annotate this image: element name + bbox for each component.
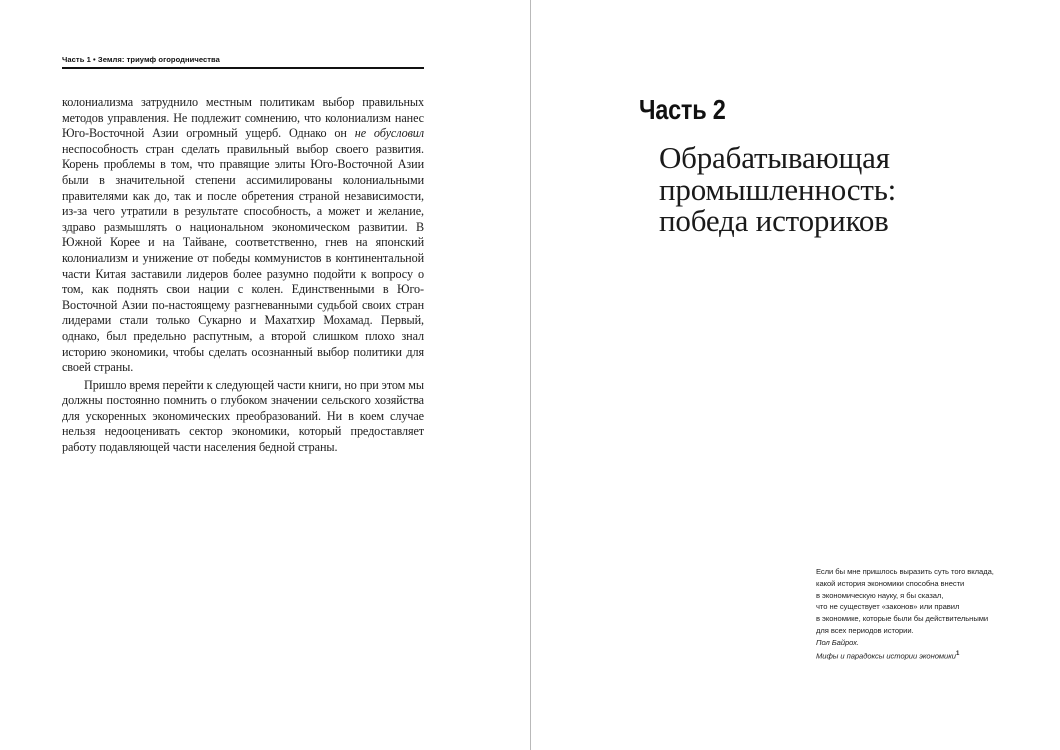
- paragraph-1-emphasis: не обусловил: [354, 126, 424, 141]
- epigraph-source-title: Мифы и парадоксы истории экономики: [816, 651, 956, 661]
- paragraph-1-part-2: неспособность стран сделать правильный выбор своего развития. Корень проблемы в том, что правящие элиты Юго-Восточной Азии были в значительной степени ассимилированы колониальными правителями как до, так и после обретения страной независимости, из-за чего утратили в результате способность, а может и желание, здраво размышлять о национальном экономическом развитии. В Южной Корее и на Тайване, соответственно, гнев на японский колониализм и унижение от победы коммунистов в континентальной части Китая заставили лидеров более разумно подойти к вопросу о том, как поднять свои нации с колен. Единственными в Юго-Восточной Азии по-настоящему разгневанными судьбой своих стран лидерами стали только Сукарно и Махатхир Мохамад. Первый, однако, был предельно распутным, а второй слишком плохо знал историю экономики, чтобы сделать осознанный выбор политики для своей страны.: [62, 141, 424, 375]
- part-title-line-3: победа историков: [659, 203, 889, 238]
- paragraph-1-part-1: колониализма затруднило местным политикам выбор правильных методов управления. Не подлежит сомнению, что колониализм нанес Юго-Восточной Азии огромный ущерб. Однако он: [62, 95, 424, 141]
- part-title-line-1: Обрабатывающая: [659, 140, 890, 175]
- epigraph-source: [816, 649, 1006, 662]
- epigraph-line-4: что не существует «законов» или правил: [816, 602, 960, 612]
- epigraph-line-3: в экономическую науку, я бы сказал,: [816, 590, 944, 600]
- epigraph-line-1: Если бы мне пришлось выразить суть того вклада,: [816, 567, 994, 576]
- part-title: [659, 142, 989, 237]
- footnote-marker: 1: [955, 650, 960, 657]
- running-head-rule: [62, 67, 424, 69]
- running-head: Часть 1 • Земля: триумф огородничества: [62, 55, 220, 64]
- paragraph-1: [62, 95, 424, 376]
- part-title-line-2: промышленность:: [659, 171, 897, 207]
- epigraph-author: Пол Байрох.: [816, 637, 859, 647]
- part-label: Часть 2: [639, 94, 726, 125]
- body-text: [62, 95, 424, 456]
- epigraph-line-5: в экономике, которые были бы действительными: [816, 614, 989, 624]
- epigraph: [816, 566, 1006, 662]
- paragraph-2: Пришло время перейти к следующей части книги, но при этом мы должны постоянно помнить о глубоком значении сельского хозяйства для ускоренных экономических преобразований. Ни в коем случае нельзя недооценивать сектор экономики, который предоставляет работу подавляющей части населения бедной страны.: [62, 377, 424, 455]
- epigraph-line-6: для всех периодов истории.: [816, 625, 914, 635]
- epigraph-line-2: какой история экономики способна внести: [816, 578, 965, 588]
